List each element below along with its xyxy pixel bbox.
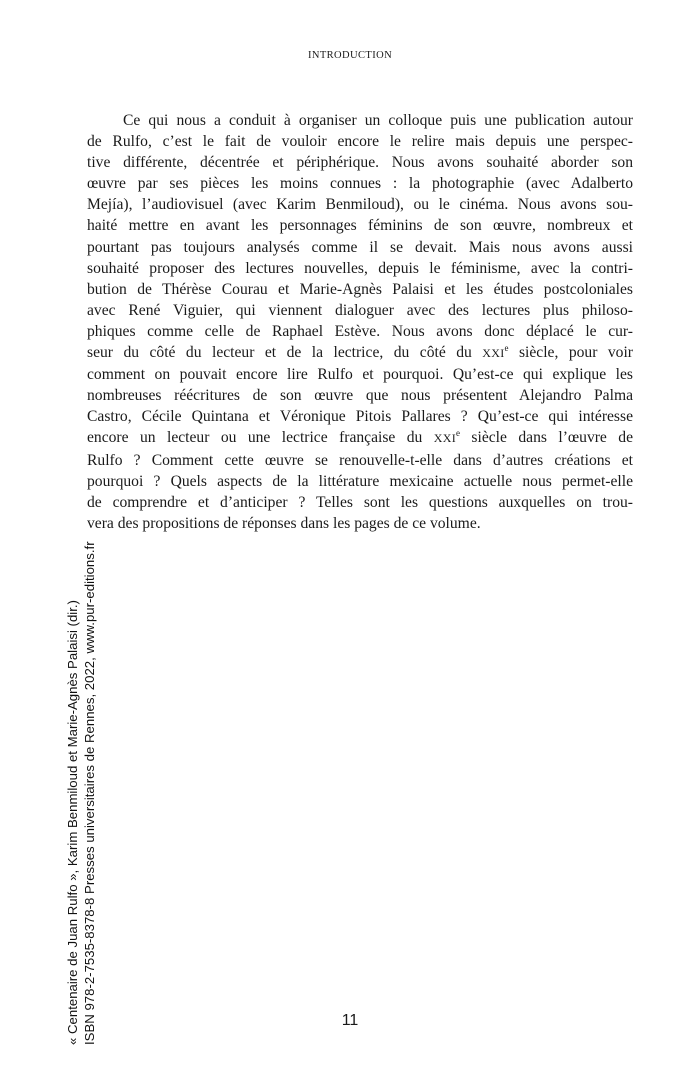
text-line: comment on pouvait encore lire Rulfo et pourquoi. Qu’est-ce qui explique les [87, 366, 633, 384]
text-line: tive différente, décentrée et périphérique. Nous avons souhaité aborder son [87, 154, 633, 172]
text-line: de Rulfo, c’est le fait de vouloir encore le relire mais depuis une perspec- [87, 133, 633, 151]
text-line: pourquoi ? Quels aspects de la littérature mexicaine actuelle nous permet-elle [87, 472, 633, 490]
text-line: Rulfo ? Comment cette œuvre se renouvelle-t-elle dans d’autres créations et [87, 451, 633, 469]
text-segment: seur du côté du lecteur et de la lectrice, du côté du [87, 344, 483, 362]
text-line: avec René Viguier, qui viennent dialoguer avec des lectures plus philoso- [87, 301, 633, 319]
text-line [87, 427, 633, 449]
text-line: haité mettre en avant les personnages féminins de son œuvre, nombreux et [87, 217, 633, 235]
text-line: Ce qui nous a conduit à organiser un colloque puis une publication autour [123, 112, 633, 129]
side-credit-line: ISBN 978-2-7535-8378-8 Presses universitaires de Rennes, 2022, www.pur-editions.fr [82, 541, 97, 1045]
century-superscript: e [456, 428, 461, 439]
page-number: 11 [341, 1012, 359, 1029]
text-line: souhaité proposer des lectures nouvelles, depuis le féminisme, avec la contri- [87, 259, 633, 277]
century-superscript: e [504, 343, 509, 354]
text-line: phiques comme celle de Raphael Estève. Nous avons donc déplacé le cur- [87, 322, 633, 340]
text-line: nombreuses réécritures de son œuvre que nous présentent Alejandro Palma [87, 387, 633, 405]
century-numeral: XXI [482, 346, 505, 361]
text-line [87, 342, 633, 364]
text-line: Castro, Cécile Quintana et Véronique Pitois Pallares ? Qu’est-ce qui intéresse [87, 408, 633, 426]
text-line: bution de Thérèse Courau et Marie-Agnès Palaisi et les études postcoloniales [87, 280, 633, 298]
century-numeral: XXI [433, 431, 457, 446]
text-line: œuvre par ses pièces les moins connues : la photographie (avec Adalberto [87, 175, 633, 193]
text-segment: siècle, pour voir [508, 344, 634, 362]
text-line: de comprendre et d’anticiper ? Telles sont les questions auxquelles on trou- [87, 493, 633, 511]
side-credit [64, 541, 98, 1045]
running-head: INTRODUCTION [307, 50, 393, 61]
text-line: Mejía), l’audiovisuel (avec Karim Benmiloud), ou le cinéma. Nous avons sou- [87, 196, 633, 214]
text-segment: siècle dans l’œuvre de [460, 429, 633, 447]
text-line: pourtant pas toujours analysés comme il se devait. Mais nous avons aussi [87, 238, 633, 256]
side-credit-line: « Centenaire de Juan Rulfo », Karim Benmiloud et Marie-Agnès Palaisi (dir.) [65, 600, 80, 1045]
text-segment: encore un lecteur ou une lectrice française du [87, 429, 434, 447]
body-paragraph [87, 110, 633, 534]
text-line: vera des propositions de réponses dans les pages de ce volume. [87, 514, 481, 532]
